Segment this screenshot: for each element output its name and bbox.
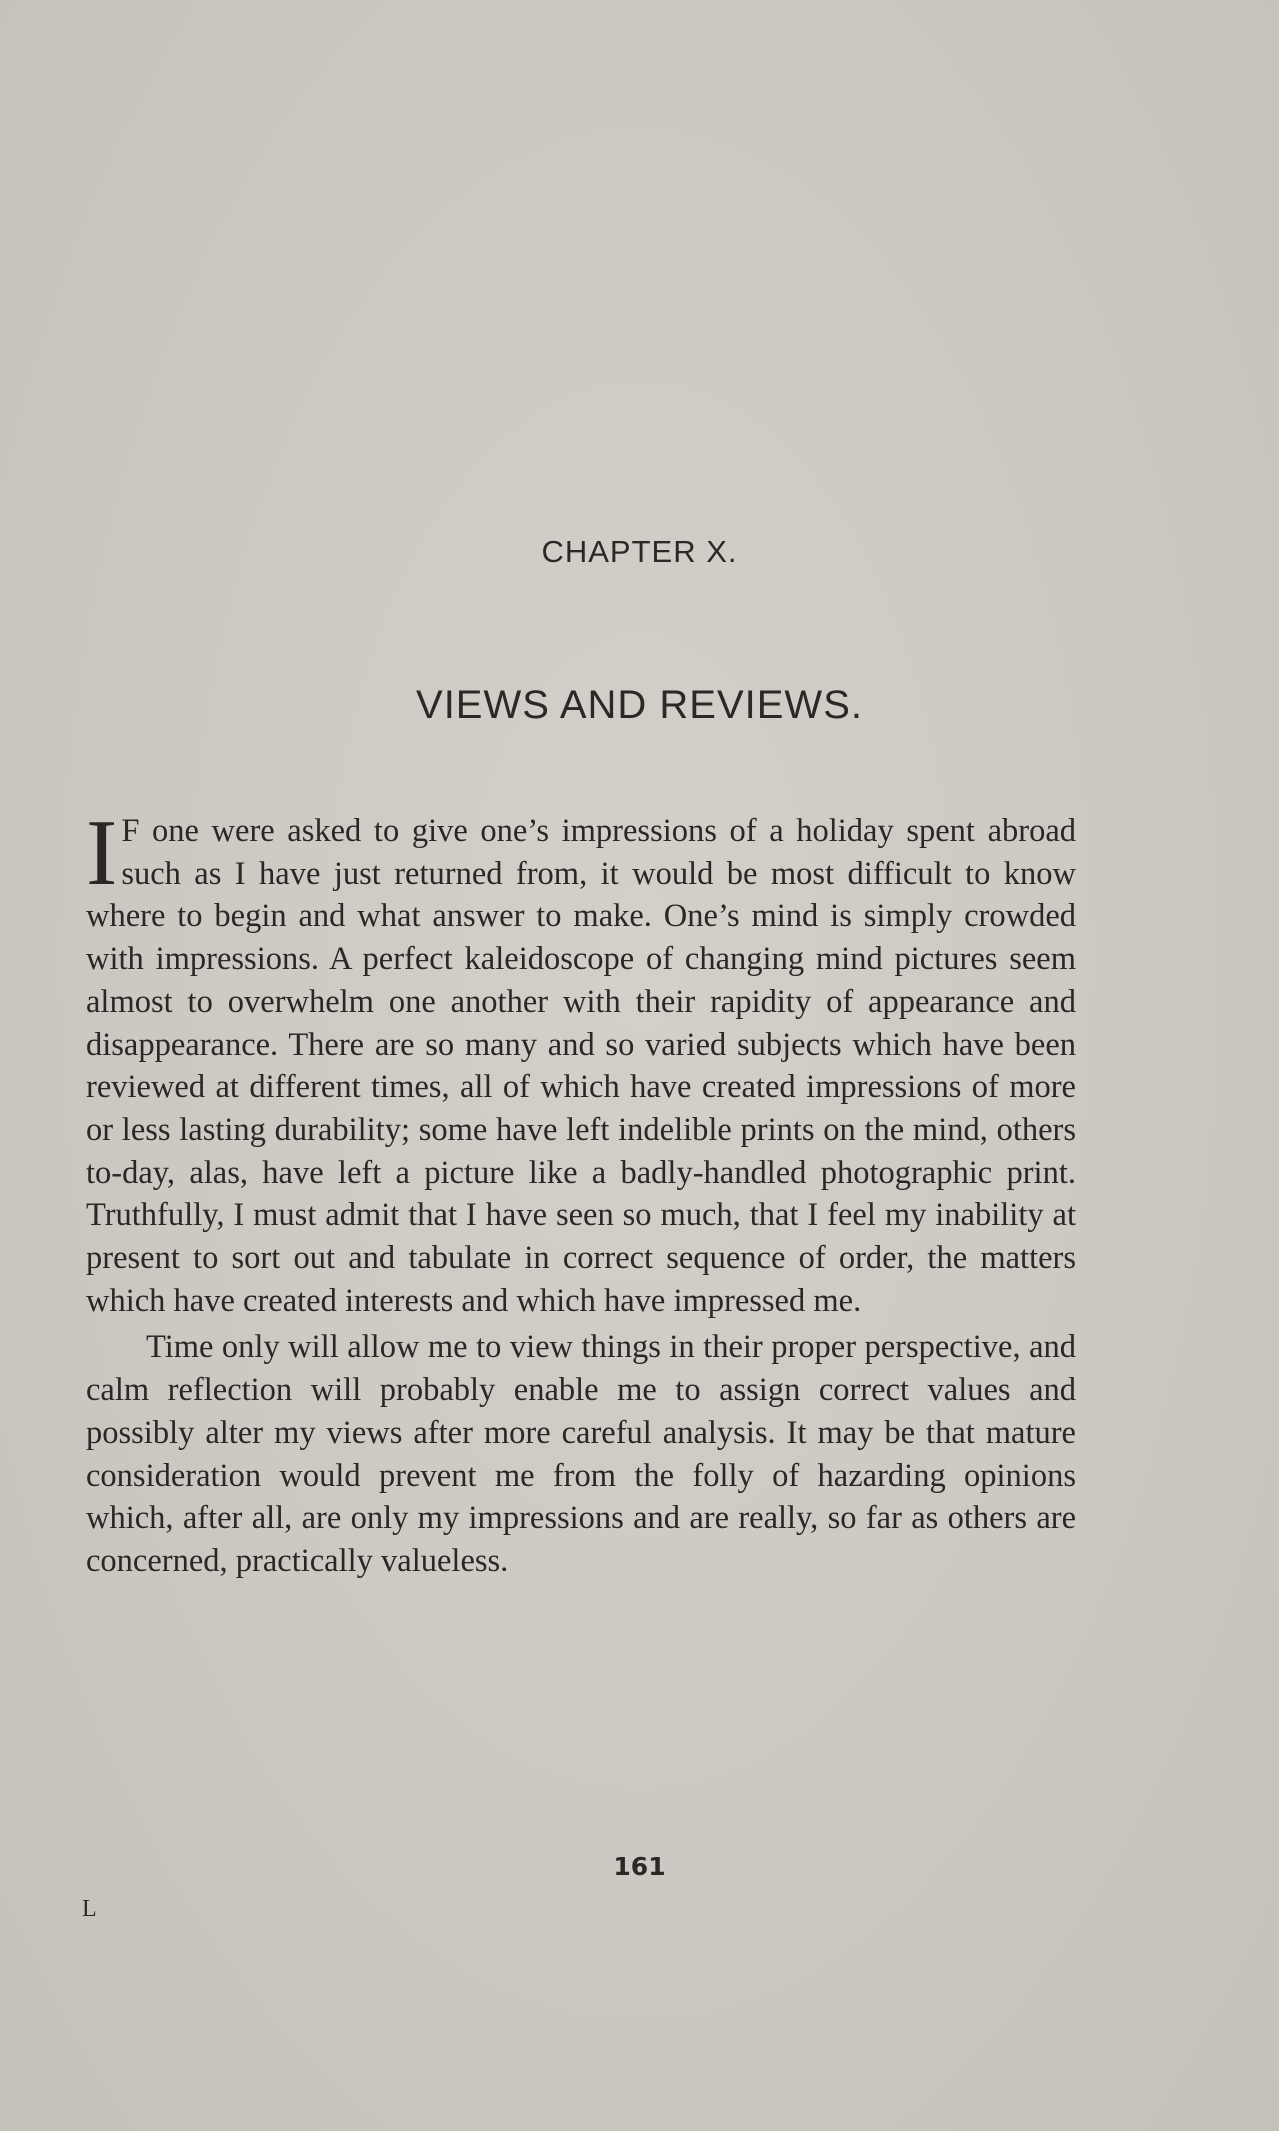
chapter-title: VIEWS AND REVIEWS. bbox=[416, 683, 863, 727]
chapter-body bbox=[86, 801, 1076, 1583]
paragraph-1 bbox=[86, 801, 1076, 1322]
signature-mark: L bbox=[82, 1896, 97, 1922]
chapter-label: CHAPTER X. bbox=[541, 534, 738, 569]
drop-cap: I bbox=[86, 801, 118, 905]
paragraph-1-text: F one were asked to give one’s impressions of a holiday spent abroad such as I have just returned from, it would be most difficult to know where to begin and what answer to make. One’s mind is simply crowded with impressions. A perfect kaleidoscope of changing mind pictures seem almost to overwhelm one another with their rapidity of appearance and disappearance. There are so many and so varied subjects which have been reviewed at different times, all of which have created impressions of more or less lasting durability; some have left indelible prints on the mind, others to-day, alas, have left a picture like a badly-handled photographic print. Truthfully, I must admit that I have seen so much, that I feel my inability at present to sort out and tabulate in correct sequence of order, the matters which have created interests and which have impressed me. bbox=[86, 813, 1076, 1319]
page-number: 161 bbox=[613, 1852, 666, 1881]
paragraph-2: Time only will allow me to view things in their proper perspective, and calm reflection will probably enable me to assign correct values and possibly alter my views after more careful analysis. It may be that mature consideration would prevent me from the folly of hazarding opinions which, after all, are only my impressions and are really, so far as others are concerned, practically valueless. bbox=[86, 1329, 1076, 1579]
